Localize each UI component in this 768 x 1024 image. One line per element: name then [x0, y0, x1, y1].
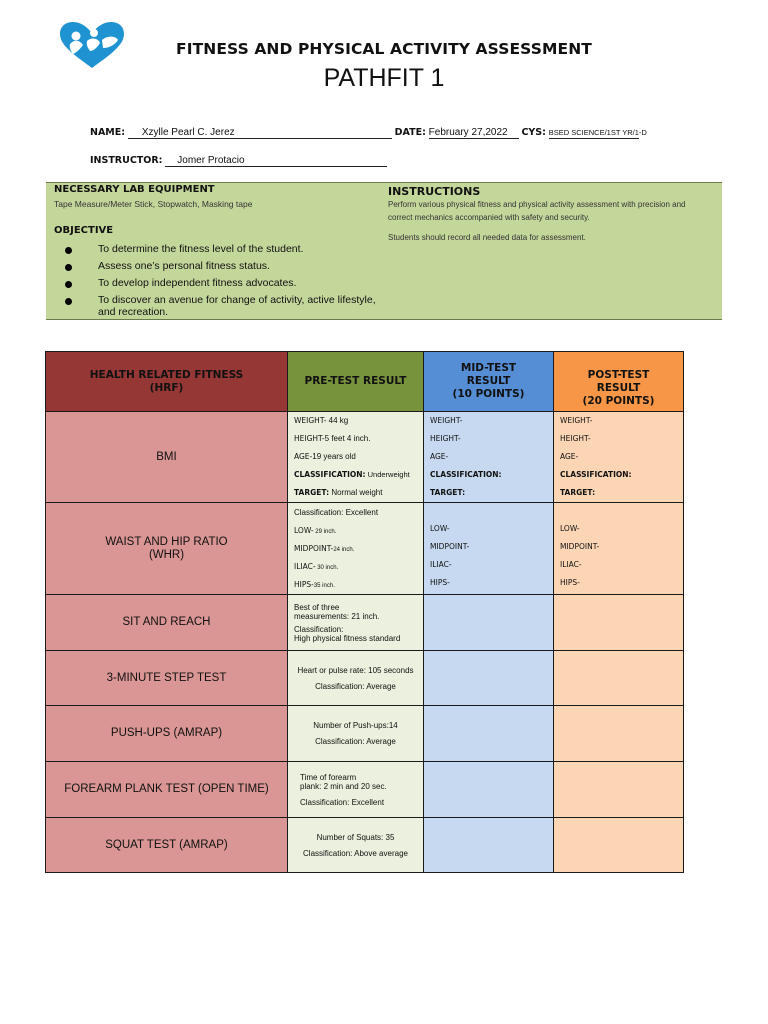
field-label: AGE- — [430, 452, 449, 461]
field-label: TARGET: — [430, 488, 466, 497]
objective-text: To discover an avenue for change of activity, active lifestyle, and recreation. — [98, 294, 376, 318]
header-mid-line2: RESULT — [466, 375, 511, 387]
bmi-post-cell — [554, 412, 684, 503]
sit-reach-pre-cell — [288, 595, 424, 651]
header-mid-test — [424, 352, 554, 412]
pushups-pre-text — [288, 721, 423, 746]
table-row — [46, 651, 684, 706]
pushups-post-cell — [554, 706, 684, 762]
objective-text: To determine the fitness level of the student. — [98, 243, 304, 255]
field-label: HIPS- — [430, 577, 450, 587]
field-label: TARGET: — [560, 488, 596, 497]
whr-pre-hips — [294, 576, 423, 594]
table-row — [46, 706, 684, 762]
row-label-push-ups: PUSH-UPS (AMRAP) — [46, 706, 288, 762]
header-hrf-line2: (HRF) — [149, 381, 184, 394]
plank-pre-cell — [288, 762, 424, 818]
info-row-instructor — [90, 155, 387, 167]
row-label-squat: SQUAT TEST (AMRAP) — [46, 818, 288, 873]
whr-mid-lines — [424, 506, 553, 592]
row-label-line2: (WHR) — [148, 548, 185, 561]
table-row — [46, 412, 684, 503]
list-item — [98, 295, 388, 318]
bmi-mid-lines — [424, 412, 553, 502]
whr-post-lines — [554, 506, 683, 592]
step-pre-text — [288, 666, 423, 691]
table-row — [46, 762, 684, 818]
cell-line: Number of Push-ups:14 — [313, 721, 398, 730]
row-label-whr — [46, 503, 288, 595]
bmi-pre-age — [294, 448, 423, 466]
field-value: 44 kg — [326, 416, 349, 425]
bullet-icon — [65, 281, 72, 288]
table-row — [46, 818, 684, 873]
name-value: Xzylle Pearl C. Jerez — [128, 127, 392, 139]
sit-reach-pre-text — [288, 603, 423, 643]
row-label-line1: WAIST AND HIP RATIO — [105, 535, 228, 548]
cell-line: Classification: — [294, 624, 344, 634]
equipment-text: Tape Measure/Meter Stick, Stopwatch, Masking tape — [54, 199, 253, 209]
whr-pre-low — [294, 522, 423, 540]
page-title: FITNESS AND PHYSICAL ACTIVITY ASSESSMENT — [176, 40, 592, 58]
whr-pre-iliac — [294, 558, 423, 576]
row-label-plank: FOREARM PLANK TEST (OPEN TIME) — [46, 762, 288, 818]
whr-pre-lines — [288, 504, 423, 594]
field-value: 5 feet 4 inch. — [324, 434, 371, 443]
step-mid-cell — [424, 651, 554, 706]
assessment-table — [45, 351, 684, 873]
field-value: 30 inch. — [315, 564, 339, 571]
date-label: DATE: — [394, 127, 426, 138]
field-label: MIDPOINT- — [430, 541, 470, 551]
squat-pre-cell — [288, 818, 424, 873]
instructor-label: INSTRUCTOR: — [90, 155, 163, 166]
plank-post-cell — [554, 762, 684, 818]
instructor-value: Jomer Protacio — [165, 155, 387, 167]
list-item — [98, 261, 388, 273]
field-label: WEIGHT- — [560, 416, 593, 425]
header-post-line2: RESULT — [596, 382, 641, 394]
cys-value: BSED SCIENCE/1ST YR/1 — [548, 128, 639, 137]
field-label: CLASSIFICATION: — [294, 470, 366, 479]
field-label: LOW- — [560, 523, 580, 533]
field-label: ILIAC- — [560, 559, 582, 569]
squat-mid-cell — [424, 818, 554, 873]
field-label: HIPS- — [560, 577, 580, 587]
field-value: Underweight — [365, 470, 410, 479]
cell-line: Heart or pulse rate: 105 seconds — [297, 665, 414, 675]
header-post-test — [554, 352, 684, 412]
list-item — [98, 244, 388, 256]
squat-pre-text — [288, 833, 423, 858]
instructions-paragraph-2: Students should record all needed data for assessment. — [388, 233, 586, 242]
table-row — [46, 503, 684, 595]
row-label-step-test: 3-MINUTE STEP TEST — [46, 651, 288, 706]
bmi-pre-lines — [288, 412, 423, 502]
step-post-cell — [554, 651, 684, 706]
cell-line: Classification: Average — [315, 681, 396, 691]
field-label: HIPS- — [294, 579, 314, 589]
field-label: LOW- — [430, 523, 450, 533]
row-label-bmi: BMI — [46, 412, 288, 503]
cell-line: Classification: Average — [315, 737, 396, 746]
field-value: 35 inch. — [313, 582, 335, 589]
cys-suffix: -D — [638, 128, 647, 137]
step-pre-cell — [288, 651, 424, 706]
list-item — [98, 278, 388, 290]
header-mid-line3: (10 POINTS) — [452, 388, 525, 400]
field-label: LOW- — [294, 525, 314, 535]
bmi-mid-cell — [424, 412, 554, 503]
header-hrf — [46, 352, 288, 412]
whr-pre-cell — [288, 503, 424, 595]
whr-mid-cell — [424, 503, 554, 595]
cell-line: plank: 2 min and 20 sec. — [300, 781, 387, 791]
table-row — [46, 595, 684, 651]
field-label: AGE- — [294, 452, 313, 461]
whr-post-cell — [554, 503, 684, 595]
objective-heading: OBJECTIVE — [54, 225, 114, 236]
field-label: HEIGHT- — [294, 434, 325, 443]
field-label: ILIAC- — [430, 559, 452, 569]
bmi-pre-target — [294, 484, 423, 502]
field-label: ILIAC- — [294, 561, 316, 571]
cell-line: Time of forearm — [300, 772, 357, 782]
cell-line: High physical fitness standard — [294, 633, 401, 643]
bmi-pre-cell — [288, 412, 424, 503]
field-value: 29 inch. — [313, 528, 337, 535]
table-header-row — [46, 352, 684, 412]
plank-pre-text — [288, 773, 423, 807]
field-label: HEIGHT- — [560, 434, 591, 443]
equipment-heading: NECESSARY LAB EQUIPMENT — [54, 184, 215, 195]
plank-mid-cell — [424, 762, 554, 818]
header-mid-line1: MID-TEST — [460, 362, 517, 374]
cell-line: Classification: Above average — [303, 848, 408, 858]
header-post-line1: POST-TEST — [587, 369, 650, 381]
field-label: WEIGHT- — [430, 416, 463, 425]
instructions-paragraph: Perform various physical fitness and physical activity assessment with precision and correct mechanics accompanied with safety and security. — [388, 200, 686, 222]
objective-list — [98, 244, 388, 324]
field-label: HEIGHT- — [430, 434, 461, 443]
header-pre-text: PRE-TEST RESULT — [304, 375, 407, 387]
field-value: 19 years old — [312, 452, 356, 461]
bullet-icon — [65, 247, 72, 254]
sit-reach-post-cell — [554, 595, 684, 651]
instructions-heading: INSTRUCTIONS — [388, 185, 481, 198]
bullet-icon — [65, 298, 72, 305]
bullet-icon — [65, 264, 72, 271]
name-label: NAME: — [90, 127, 126, 138]
cell-line: measurements: 21 inch. — [294, 611, 380, 621]
instructions-text — [388, 199, 698, 245]
sit-reach-mid-cell — [424, 595, 554, 651]
header-pre-test — [288, 352, 424, 412]
whr-pre-classification: Classification: Excellent — [294, 507, 379, 517]
cys-label: CYS: — [521, 127, 546, 138]
cell-line: Best of three — [294, 602, 340, 612]
field-value: Normal weight — [329, 488, 383, 497]
field-label: TARGET: — [294, 488, 330, 497]
header-hrf-line1: HEALTH RELATED FITNESS — [89, 368, 244, 381]
row-label-sit-reach: SIT AND REACH — [46, 595, 288, 651]
pushups-pre-cell — [288, 706, 424, 762]
cell-line: Number of Squats: 35 — [316, 832, 395, 842]
bmi-pre-classification — [294, 466, 423, 484]
objective-text: Assess one’s personal fitness status. — [98, 260, 270, 272]
whr-pre-midpoint — [294, 540, 423, 558]
field-value: 24 inch. — [333, 546, 355, 553]
cell-line: Classification: Excellent — [300, 797, 385, 807]
field-label: CLASSIFICATION: — [560, 470, 632, 479]
field-label: MIDPOINT- — [560, 541, 600, 551]
date-value: February 27,2022 — [429, 127, 519, 139]
field-label: WEIGHT- — [294, 416, 327, 425]
pushups-mid-cell — [424, 706, 554, 762]
lab-panel — [46, 182, 722, 320]
info-row-name — [90, 127, 647, 139]
bmi-pre-height — [294, 430, 423, 448]
bmi-post-lines — [554, 412, 683, 502]
objective-text: To develop independent fitness advocates. — [98, 277, 297, 289]
field-label: MIDPOINT- — [294, 543, 334, 553]
field-label: CLASSIFICATION: — [430, 470, 502, 479]
bmi-pre-weight — [294, 412, 423, 430]
field-label: AGE- — [560, 452, 579, 461]
page-subtitle: PATHFIT 1 — [323, 64, 445, 92]
squat-post-cell — [554, 818, 684, 873]
header-post-line3: (20 POINTS) — [582, 395, 655, 407]
